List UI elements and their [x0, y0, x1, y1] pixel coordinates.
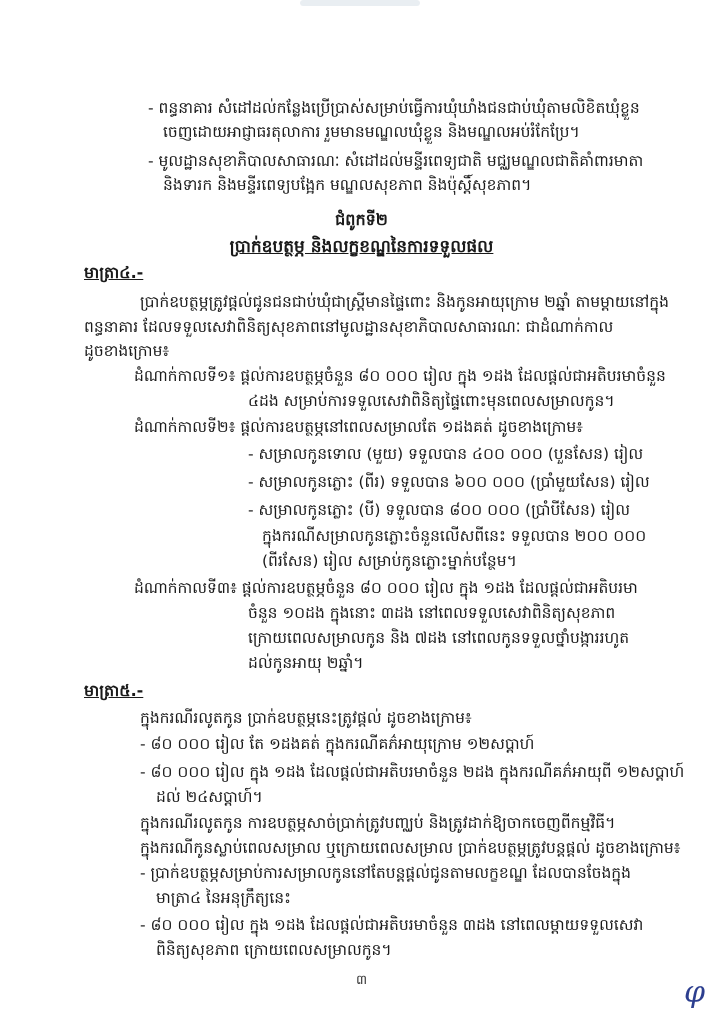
stage-2-line1: ដំណាក់កាលទី២៖ ផ្ដល់ការឧបត្ថម្ភនៅពេលសម្រាលតែ ១ដងគត់ ដូចខាងក្រោម៖	[134, 418, 583, 436]
page-number: ៣	[355, 973, 368, 988]
article-4-paragraph-line2: ពន្ធនាគារ ដែលទទួលសេវាពិនិត្យសុខភាពនៅមូលដ្ឋានសុខាភិបាលសាធារណៈ ជាដំណាក់កាល	[84, 318, 614, 336]
article-5-miscarriage-stop: ក្នុងករណីរលូតកូន ការឧបត្ថម្ភសាច់ប្រាក់ត្រូវបញ្ឈប់ និងត្រូវដាក់ឱ្យចាកចេញពីកម្មវិធី។	[140, 814, 616, 832]
stage-3-line2: ចំនួន ១០ដង ក្នុងនោះ ៣ដង នៅពេលទទួលសេវាពិនិត្យសុខភាព	[248, 604, 616, 622]
article-5-heading: មាត្រា៥.-	[84, 681, 144, 700]
stage-3-line4: ដល់កូនអាយុ ២ឆ្នាំ។	[248, 654, 364, 672]
article-5-item-under-12-weeks: - ៨០ ០០០ រៀល តែ ១ដងគត់ ក្នុងករណីគភ៌អាយុក្រោម ១២សប្ដាហ៍	[140, 735, 535, 753]
chapter-subtitle: ប្រាក់ឧបត្ថម្ភ និងលក្ខខណ្ឌនៃការទទួលផល	[229, 237, 494, 257]
handwritten-initial-mark: φ	[683, 975, 705, 1010]
article-5-intro: ក្នុងករណីរលូតកូន ប្រាក់ឧបត្ថម្ភនេះត្រូវផ្ដល់ ដូចខាងក្រោម៖	[140, 709, 472, 727]
article-5-stillbirth-item2-line2: ពិនិត្យសុខភាព ក្រោយពេលសម្រាលកូន។	[156, 941, 392, 959]
article-5-stillbirth-item2-line1: - ៨០ ០០០ រៀល ក្នុង ១ដង ដែលផ្ដល់ជាអតិបរមាចំនួន ៣ដង នៅពេលម្ដាយទទួលសេវា	[140, 916, 644, 934]
definition-prison-line1: - ពន្ធនាគារ សំដៅដល់កន្លែងប្រើប្រាស់សម្រាប់ធ្វើការឃុំឃាំងជនជាប់ឃុំតាមលិខិតឃុំខ្លួន	[148, 99, 640, 117]
definition-health-facility-line2: និងទារក និងមន្ទីរពេទ្យបង្អែក មណ្ឌលសុខភាព និងប៉ុស្តិ៍សុខភាព។	[163, 176, 532, 194]
stage-2-note-line2: (ពីរសែន) រៀល សម្រាប់កូនភ្លោះម្នាក់បន្ថែម។	[262, 552, 517, 570]
scan-artifact	[300, 0, 420, 6]
article-4-paragraph-line1: ប្រាក់ឧបត្ថម្ភត្រូវផ្ដល់ជូនជនជាប់ឃុំជាស្ត្រីមានផ្ទៃពោះ និងកូនអាយុក្រោម ២ឆ្នាំ តាមម្ដាយនៅក្នុង	[140, 293, 669, 311]
article-5-stillbirth-item1-line1: - ប្រាក់ឧបត្ថម្ភសម្រាប់ការសម្រាលកូននៅតែបន្តផ្ដល់ជូនតាមលក្ខខណ្ឌ ដែលបានចែងក្នុង	[140, 864, 631, 882]
stage-3-line3: ក្រោយពេលសម្រាលកូន និង ៧ដង នៅពេលកូនទទួលថ្នាំបង្ការរហូត	[248, 629, 630, 647]
stage-1-line1: ដំណាក់កាលទី១៖ ផ្ដល់ការឧបត្ថម្ភចំនួន ៨០ ០០០ រៀល ក្នុង ១ដង ដែលផ្ដល់ជាអតិបរមាចំនួន	[134, 367, 666, 385]
stage-2-item-twins: - សម្រាលកូនភ្លោះ (ពីរ) ទទួលបាន ៦០០ ០០០ (ប្រាំមួយសែន) រៀល	[248, 473, 650, 491]
stage-2-item-single: - សម្រាលកូនទោល (មួយ) ទទួលបាន ៤០០ ០០០ (បួនសែន) រៀល	[248, 445, 644, 463]
article-5-item-12-24-weeks-line2: ដល់ ២៤សប្ដាហ៍។	[156, 788, 263, 806]
article-5-stillbirth-intro: ក្នុងករណីកូនស្លាប់ពេលសម្រាល ឬក្រោយពេលសម្រាល ប្រាក់ឧបត្ថម្ភត្រូវបន្តផ្ដល់ ដូចខាងក្រោម៖	[140, 839, 681, 857]
stage-1-line2: ៤ដង សម្រាប់ការទទួលសេវាពិនិត្យផ្ទៃពោះមុនពេលសម្រាលកូន។	[248, 392, 615, 410]
article-5-stillbirth-item1-line2: មាត្រា៤ នៃអនុក្រឹត្យនេះ	[156, 889, 291, 907]
article-5-item-12-24-weeks-line1: - ៨០ ០០០ រៀល ក្នុង ១ដង ដែលផ្ដល់ជាអតិបរមាចំនួន ២ដង ក្នុងករណីគភ៌អាយុពី ១២សប្ដាហ៍	[140, 763, 685, 781]
stage-3-line1: ដំណាក់កាលទី៣៖ ផ្ដល់ការឧបត្ថម្ភចំនួន ៨០ ០០០ រៀល ក្នុង ១ដង ដែលផ្ដល់ជាអតិបរមា	[134, 579, 638, 597]
article-4-paragraph-line3: ដូចខាងក្រោម៖	[84, 342, 170, 360]
chapter-title: ជំពូកទី២	[335, 210, 388, 229]
stage-2-item-triplets: - សម្រាលកូនភ្លោះ (បី) ទទួលបាន ៨០០ ០០០ (ប្រាំបីសែន) រៀល	[248, 501, 630, 519]
definition-health-facility-line1: - មូលដ្ឋានសុខាភិបាលសាធារណៈ សំដៅដល់មន្ទីរពេទ្យជាតិ មជ្ឈមណ្ឌលជាតិគាំពារមាតា	[148, 152, 644, 170]
stage-2-note-line1: ក្នុងករណីសម្រាលកូនភ្លោះចំនួនលើសពីនេះ ទទួលបាន ២០០ ០០០	[262, 527, 647, 545]
article-4-heading: មាត្រា៤.-	[84, 263, 144, 282]
definition-prison-line2: ចេញដោយអាជ្ញាធរតុលាការ រួមមានមណ្ឌលឃុំខ្លួន និងមណ្ឌលអប់រំកែប្រែ។	[163, 123, 580, 141]
